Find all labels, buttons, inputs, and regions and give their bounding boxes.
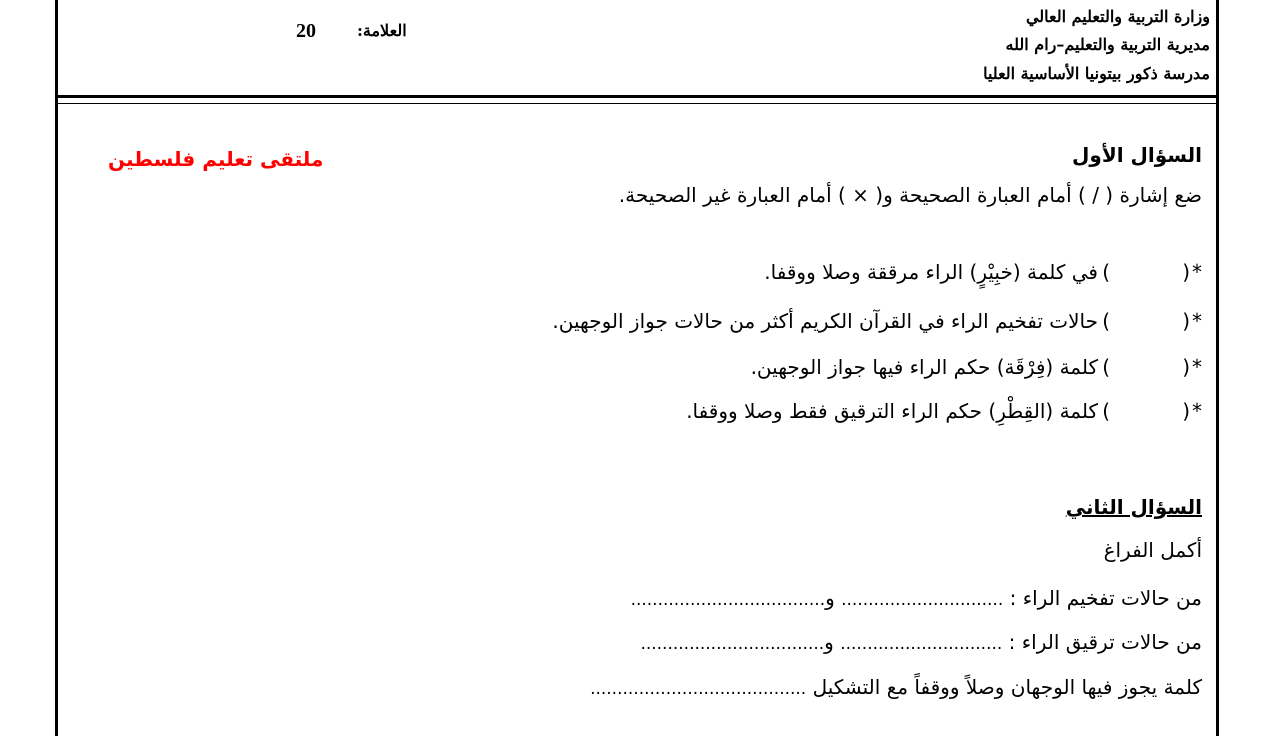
directorate-name: مديرية التربية والتعليم–رام الله [1005, 35, 1210, 54]
answer-slot[interactable] [1112, 356, 1178, 378]
statement-open-paren: ( [1182, 260, 1190, 284]
statement-star: * [1192, 309, 1202, 333]
question2-title: السؤال الثاني [1065, 495, 1202, 519]
fill-line-1 [631, 583, 1202, 615]
answer-slot[interactable] [1112, 261, 1178, 283]
statement-text: كلمة (فِرْقَة) حكم الراء فيها جواز الوجهين. [750, 355, 1098, 379]
fill-blank[interactable]: ........................................ [590, 679, 807, 699]
statement-text: حالات تفخيم الراء في القرآن الكريم أكثر من حالات جواز الوجهين. [552, 309, 1098, 333]
statement-close-paren: ) [1102, 355, 1110, 379]
watermark-text: ملتقى تعليم فلسطين [108, 147, 324, 171]
fill-blank[interactable]: .............................. [841, 590, 1004, 610]
statement-star: * [1192, 399, 1202, 423]
fill-joiner: و [824, 630, 841, 654]
question2-instruction: أكمل الفراغ [1103, 538, 1202, 562]
fill-blank[interactable]: .............................. [840, 634, 1003, 654]
statement-close-paren: ) [1102, 399, 1110, 423]
question1-instruction: ضع إشارة ( / ) أمام العبارة الصحيحة و( × ) أمام العبارة غير الصحيحة. [618, 183, 1202, 207]
fill-blank[interactable]: .................................. [640, 634, 825, 654]
fill-line-2 [640, 627, 1202, 659]
statement-text: في كلمة (خبِيْرٍ) الراء مرققة وصلا ووقفا. [764, 260, 1098, 284]
fill-blank[interactable]: .................................... [630, 590, 826, 610]
statement-3 [302, 352, 1202, 382]
statement-star: * [1192, 355, 1202, 379]
statement-open-paren: ( [1182, 309, 1190, 333]
statement-2 [302, 306, 1202, 336]
statement-open-paren: ( [1182, 355, 1190, 379]
statement-close-paren: ) [1102, 260, 1110, 284]
statement-open-paren: ( [1182, 399, 1190, 423]
header-divider-thin [58, 103, 1216, 104]
ministry-name: وزارة التربية والتعليم العالي [1025, 7, 1210, 26]
grade-value: 20 [296, 20, 316, 42]
statement-4 [302, 396, 1202, 426]
fill-line-3 [590, 672, 1202, 704]
answer-slot[interactable] [1112, 400, 1178, 422]
grade-label: العلامة: [357, 21, 407, 40]
fill-prompt: من حالات تفخيم الراء : [1003, 586, 1202, 610]
header-divider-thick [58, 95, 1216, 98]
statement-text: كلمة (القِطْرِ) حكم الراء الترقيق فقط وصلا ووقفا. [686, 399, 1098, 423]
fill-joiner: و [825, 586, 842, 610]
school-name: مدرسة ذكور بيتونيا الأساسية العليا [983, 64, 1210, 83]
question1-title: السؤال الأول [1072, 143, 1202, 167]
fill-prompt: كلمة يجوز فيها الوجهان وصلاً ووقفاً مع التشكيل [806, 675, 1202, 699]
statement-star: * [1192, 260, 1202, 284]
statement-close-paren: ) [1102, 309, 1110, 333]
fill-prompt: من حالات ترقيق الراء : [1002, 630, 1202, 654]
statement-1 [302, 257, 1202, 287]
answer-slot[interactable] [1112, 310, 1178, 332]
